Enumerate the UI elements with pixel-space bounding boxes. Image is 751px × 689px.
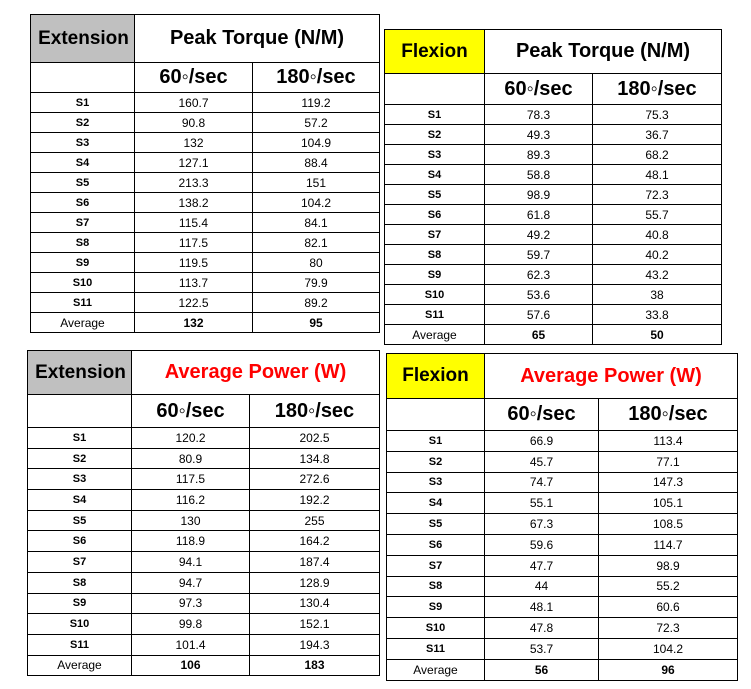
speed-180-header: 180◦/sec bbox=[599, 399, 738, 431]
value-60-cell: 53.7 bbox=[485, 638, 599, 659]
average-label: Average bbox=[387, 659, 485, 680]
average-label: Average bbox=[31, 313, 135, 333]
table-row bbox=[31, 113, 380, 133]
value-60-cell: 44 bbox=[485, 576, 599, 597]
subject-cell: S2 bbox=[28, 448, 132, 469]
value-180-cell: 36.7 bbox=[593, 125, 722, 145]
table-row bbox=[28, 634, 380, 655]
table-row bbox=[31, 253, 380, 273]
subject-cell: S11 bbox=[28, 634, 132, 655]
table-row bbox=[387, 638, 738, 659]
value-180-cell: 82.1 bbox=[253, 233, 380, 253]
subject-cell: S5 bbox=[31, 173, 135, 193]
table-row bbox=[387, 618, 738, 639]
average-row bbox=[31, 313, 380, 333]
flexion-average-power-table bbox=[386, 353, 738, 681]
subject-cell: S10 bbox=[31, 273, 135, 293]
value-60-cell: 59.6 bbox=[485, 534, 599, 555]
value-180-cell: 105.1 bbox=[599, 493, 738, 514]
metric-title: Average Power (W) bbox=[132, 351, 380, 395]
subject-cell: S9 bbox=[28, 593, 132, 614]
subject-cell: S11 bbox=[31, 293, 135, 313]
subject-cell: S9 bbox=[385, 265, 485, 285]
extension-peak-torque-table bbox=[30, 14, 380, 333]
subject-cell: S7 bbox=[31, 213, 135, 233]
table-row bbox=[31, 173, 380, 193]
flexion-peak-torque-table bbox=[384, 29, 722, 345]
value-60-cell: 130 bbox=[132, 510, 250, 531]
value-180-cell: 108.5 bbox=[599, 514, 738, 535]
value-60-cell: 80.9 bbox=[132, 448, 250, 469]
table-row bbox=[31, 133, 380, 153]
value-180-cell: 104.2 bbox=[253, 193, 380, 213]
value-60-cell: 213.3 bbox=[135, 173, 253, 193]
value-60-cell: 55.1 bbox=[485, 493, 599, 514]
value-60-cell: 48.1 bbox=[485, 597, 599, 618]
subject-cell: S7 bbox=[385, 225, 485, 245]
subject-cell: S11 bbox=[387, 638, 485, 659]
average-label: Average bbox=[385, 325, 485, 345]
table-row bbox=[28, 490, 380, 511]
subject-cell: S2 bbox=[385, 125, 485, 145]
speed-180-header: 180◦/sec bbox=[253, 63, 380, 93]
speed-60-header: 60◦/sec bbox=[485, 399, 599, 431]
value-180-cell: 192.2 bbox=[250, 490, 380, 511]
table-row bbox=[385, 145, 722, 165]
value-60-cell: 120.2 bbox=[132, 428, 250, 449]
value-180-cell: 98.9 bbox=[599, 555, 738, 576]
value-60-cell: 49.2 bbox=[485, 225, 593, 245]
extension-average-power-table bbox=[27, 350, 380, 676]
value-60-cell: 49.3 bbox=[485, 125, 593, 145]
table-row bbox=[31, 293, 380, 313]
subject-cell: S5 bbox=[387, 514, 485, 535]
value-180-cell: 84.1 bbox=[253, 213, 380, 233]
movement-label: Flexion bbox=[387, 354, 485, 399]
table-row bbox=[31, 213, 380, 233]
value-180-cell: 128.9 bbox=[250, 572, 380, 593]
value-60-cell: 132 bbox=[135, 133, 253, 153]
value-60-cell: 89.3 bbox=[485, 145, 593, 165]
value-180-cell: 114.7 bbox=[599, 534, 738, 555]
subject-cell: S10 bbox=[387, 618, 485, 639]
subject-cell: S4 bbox=[31, 153, 135, 173]
value-180-cell: 43.2 bbox=[593, 265, 722, 285]
value-60-cell: 45.7 bbox=[485, 451, 599, 472]
subject-cell: S6 bbox=[28, 531, 132, 552]
subject-cell: S8 bbox=[387, 576, 485, 597]
subject-cell: S8 bbox=[385, 245, 485, 265]
value-60-cell: 138.2 bbox=[135, 193, 253, 213]
value-180-cell: 38 bbox=[593, 285, 722, 305]
value-180-cell: 187.4 bbox=[250, 552, 380, 573]
table-row bbox=[385, 285, 722, 305]
table-row bbox=[385, 205, 722, 225]
table-row bbox=[385, 225, 722, 245]
value-60-cell: 61.8 bbox=[485, 205, 593, 225]
table-row bbox=[31, 193, 380, 213]
value-60-cell: 78.3 bbox=[485, 105, 593, 125]
average-row bbox=[385, 325, 722, 345]
value-180-cell: 40.2 bbox=[593, 245, 722, 265]
value-180-cell: 40.8 bbox=[593, 225, 722, 245]
average-60-cell: 132 bbox=[135, 313, 253, 333]
average-60-cell: 56 bbox=[485, 659, 599, 680]
table-row bbox=[387, 493, 738, 514]
value-180-cell: 88.4 bbox=[253, 153, 380, 173]
value-60-cell: 94.1 bbox=[132, 552, 250, 573]
subject-cell: S6 bbox=[31, 193, 135, 213]
table-row bbox=[387, 451, 738, 472]
subject-cell: S10 bbox=[385, 285, 485, 305]
value-180-cell: 77.1 bbox=[599, 451, 738, 472]
value-180-cell: 68.2 bbox=[593, 145, 722, 165]
value-180-cell: 134.8 bbox=[250, 448, 380, 469]
value-60-cell: 127.1 bbox=[135, 153, 253, 173]
table-row bbox=[28, 572, 380, 593]
value-60-cell: 119.5 bbox=[135, 253, 253, 273]
subject-cell: S2 bbox=[387, 451, 485, 472]
speed-180-header: 180◦/sec bbox=[593, 74, 722, 105]
value-60-cell: 160.7 bbox=[135, 93, 253, 113]
blank-cell bbox=[385, 74, 485, 105]
value-180-cell: 89.2 bbox=[253, 293, 380, 313]
blank-cell bbox=[28, 395, 132, 428]
value-180-cell: 164.2 bbox=[250, 531, 380, 552]
subject-cell: S8 bbox=[28, 572, 132, 593]
value-60-cell: 101.4 bbox=[132, 634, 250, 655]
table-row bbox=[387, 576, 738, 597]
value-180-cell: 55.7 bbox=[593, 205, 722, 225]
subject-cell: S2 bbox=[31, 113, 135, 133]
blank-cell bbox=[387, 399, 485, 431]
speed-60-header: 60◦/sec bbox=[135, 63, 253, 93]
metric-title: Peak Torque (N/M) bbox=[135, 15, 380, 63]
table-row bbox=[31, 233, 380, 253]
speed-60-header: 60◦/sec bbox=[132, 395, 250, 428]
average-180-cell: 50 bbox=[593, 325, 722, 345]
table-row bbox=[31, 93, 380, 113]
blank-cell bbox=[31, 63, 135, 93]
value-180-cell: 104.2 bbox=[599, 638, 738, 659]
movement-label: Flexion bbox=[385, 30, 485, 74]
subject-cell: S7 bbox=[28, 552, 132, 573]
table-row bbox=[387, 431, 738, 452]
subject-cell: S3 bbox=[28, 469, 132, 490]
table-row bbox=[387, 472, 738, 493]
average-180-cell: 96 bbox=[599, 659, 738, 680]
value-180-cell: 272.6 bbox=[250, 469, 380, 490]
subject-cell: S6 bbox=[387, 534, 485, 555]
subject-cell: S4 bbox=[28, 490, 132, 511]
movement-label: Extension bbox=[28, 351, 132, 395]
metric-title: Peak Torque (N/M) bbox=[485, 30, 722, 74]
subject-cell: S5 bbox=[28, 510, 132, 531]
table-row bbox=[387, 534, 738, 555]
value-60-cell: 118.9 bbox=[132, 531, 250, 552]
table-row bbox=[387, 555, 738, 576]
value-180-cell: 72.3 bbox=[593, 185, 722, 205]
value-60-cell: 74.7 bbox=[485, 472, 599, 493]
value-60-cell: 116.2 bbox=[132, 490, 250, 511]
value-180-cell: 75.3 bbox=[593, 105, 722, 125]
table-row bbox=[385, 165, 722, 185]
value-60-cell: 97.3 bbox=[132, 593, 250, 614]
average-180-cell: 95 bbox=[253, 313, 380, 333]
value-180-cell: 33.8 bbox=[593, 305, 722, 325]
value-60-cell: 57.6 bbox=[485, 305, 593, 325]
metric-title: Average Power (W) bbox=[485, 354, 738, 399]
subject-cell: S8 bbox=[31, 233, 135, 253]
value-60-cell: 122.5 bbox=[135, 293, 253, 313]
table-row bbox=[385, 305, 722, 325]
subject-cell: S10 bbox=[28, 614, 132, 635]
average-row bbox=[28, 655, 380, 676]
table-row bbox=[28, 552, 380, 573]
table-row bbox=[28, 428, 380, 449]
table-row bbox=[28, 531, 380, 552]
value-180-cell: 194.3 bbox=[250, 634, 380, 655]
value-180-cell: 60.6 bbox=[599, 597, 738, 618]
speed-60-header: 60◦/sec bbox=[485, 74, 593, 105]
value-60-cell: 90.8 bbox=[135, 113, 253, 133]
subject-cell: S3 bbox=[387, 472, 485, 493]
value-180-cell: 151 bbox=[253, 173, 380, 193]
subject-cell: S3 bbox=[385, 145, 485, 165]
value-180-cell: 72.3 bbox=[599, 618, 738, 639]
subject-cell: S4 bbox=[385, 165, 485, 185]
average-60-cell: 106 bbox=[132, 655, 250, 676]
table-row bbox=[31, 273, 380, 293]
subject-cell: S3 bbox=[31, 133, 135, 153]
value-180-cell: 130.4 bbox=[250, 593, 380, 614]
subject-cell: S11 bbox=[385, 305, 485, 325]
average-label: Average bbox=[28, 655, 132, 676]
value-60-cell: 58.8 bbox=[485, 165, 593, 185]
table-row bbox=[387, 597, 738, 618]
table-row bbox=[28, 469, 380, 490]
table-row bbox=[387, 514, 738, 535]
table-row bbox=[28, 593, 380, 614]
average-180-cell: 183 bbox=[250, 655, 380, 676]
value-60-cell: 117.5 bbox=[132, 469, 250, 490]
value-180-cell: 147.3 bbox=[599, 472, 738, 493]
value-180-cell: 202.5 bbox=[250, 428, 380, 449]
value-180-cell: 80 bbox=[253, 253, 380, 273]
subject-cell: S9 bbox=[387, 597, 485, 618]
table-row bbox=[28, 448, 380, 469]
subject-cell: S6 bbox=[385, 205, 485, 225]
subject-cell: S1 bbox=[387, 431, 485, 452]
value-60-cell: 98.9 bbox=[485, 185, 593, 205]
subject-cell: S9 bbox=[31, 253, 135, 273]
subject-cell: S1 bbox=[31, 93, 135, 113]
table-row bbox=[28, 614, 380, 635]
value-180-cell: 104.9 bbox=[253, 133, 380, 153]
value-60-cell: 59.7 bbox=[485, 245, 593, 265]
value-60-cell: 113.7 bbox=[135, 273, 253, 293]
subject-cell: S5 bbox=[385, 185, 485, 205]
movement-label: Extension bbox=[31, 15, 135, 63]
subject-cell: S4 bbox=[387, 493, 485, 514]
value-180-cell: 255 bbox=[250, 510, 380, 531]
average-row bbox=[387, 659, 738, 680]
value-180-cell: 152.1 bbox=[250, 614, 380, 635]
table-row bbox=[385, 185, 722, 205]
table-row bbox=[385, 105, 722, 125]
value-60-cell: 117.5 bbox=[135, 233, 253, 253]
table-row bbox=[31, 153, 380, 173]
subject-cell: S1 bbox=[385, 105, 485, 125]
value-180-cell: 55.2 bbox=[599, 576, 738, 597]
value-60-cell: 62.3 bbox=[485, 265, 593, 285]
value-60-cell: 94.7 bbox=[132, 572, 250, 593]
value-180-cell: 119.2 bbox=[253, 93, 380, 113]
value-180-cell: 79.9 bbox=[253, 273, 380, 293]
average-60-cell: 65 bbox=[485, 325, 593, 345]
value-60-cell: 99.8 bbox=[132, 614, 250, 635]
table-row bbox=[385, 245, 722, 265]
table-row bbox=[385, 125, 722, 145]
value-60-cell: 53.6 bbox=[485, 285, 593, 305]
value-60-cell: 47.7 bbox=[485, 555, 599, 576]
table-row bbox=[385, 265, 722, 285]
speed-180-header: 180◦/sec bbox=[250, 395, 380, 428]
value-180-cell: 48.1 bbox=[593, 165, 722, 185]
value-180-cell: 113.4 bbox=[599, 431, 738, 452]
value-180-cell: 57.2 bbox=[253, 113, 380, 133]
subject-cell: S1 bbox=[28, 428, 132, 449]
table-row bbox=[28, 510, 380, 531]
value-60-cell: 115.4 bbox=[135, 213, 253, 233]
subject-cell: S7 bbox=[387, 555, 485, 576]
value-60-cell: 66.9 bbox=[485, 431, 599, 452]
value-60-cell: 47.8 bbox=[485, 618, 599, 639]
value-60-cell: 67.3 bbox=[485, 514, 599, 535]
